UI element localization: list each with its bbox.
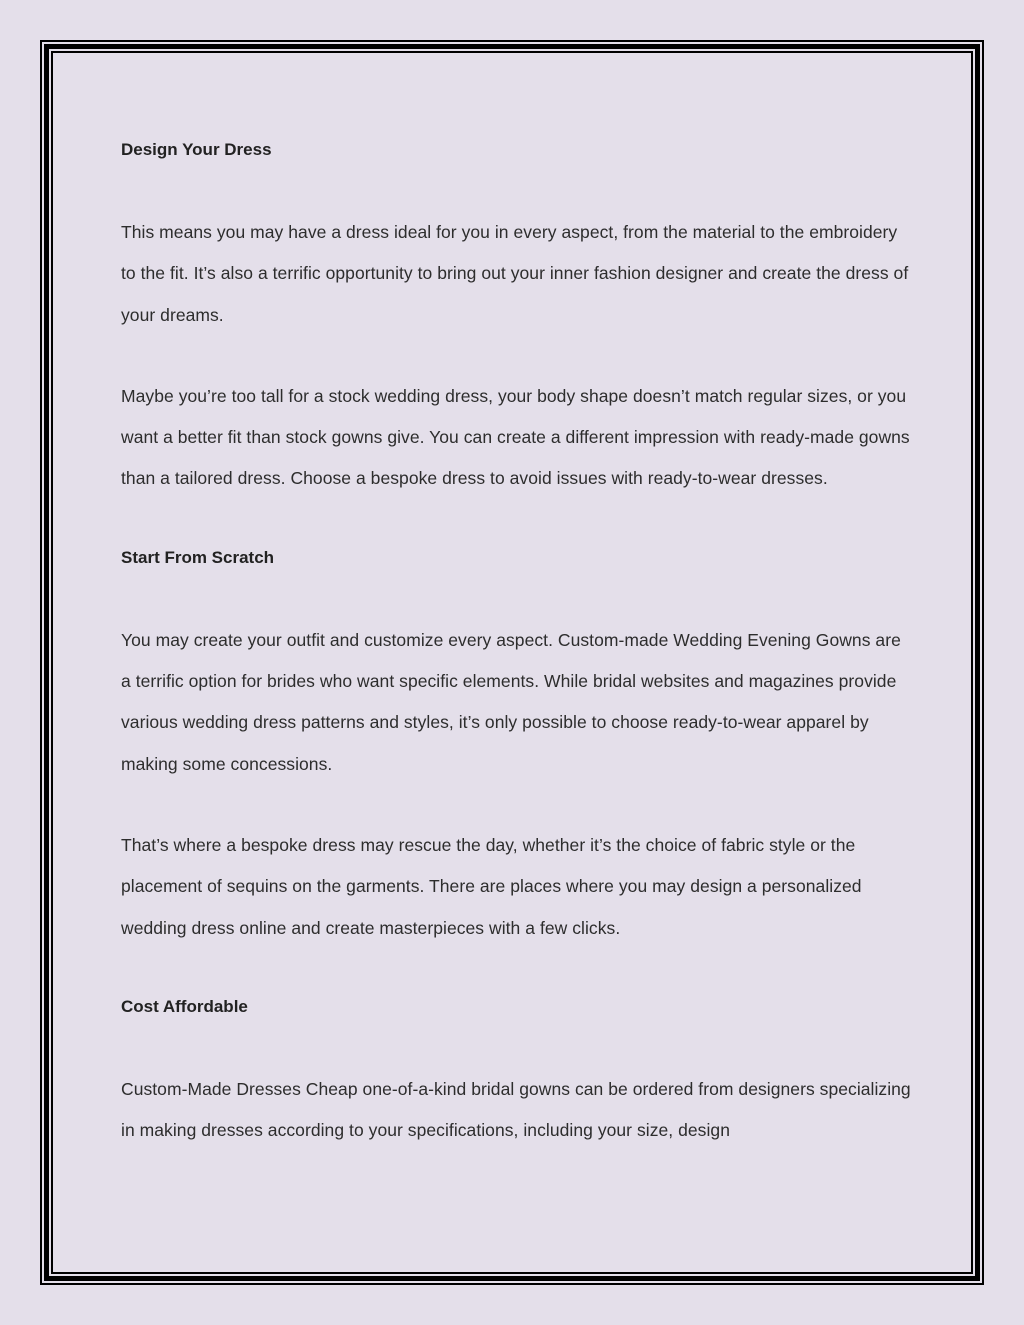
section-heading: Design Your Dress — [121, 140, 272, 159]
paragraph: Custom-Made Dresses Cheap one-of-a-kind bridal gowns can be ordered from designers specializing in making dresses according to your specifications, including your size, design — [121, 1078, 911, 1141]
section-start-from-scratch — [121, 540, 911, 989]
section-cost-affordable — [121, 989, 911, 1152]
paragraph: This means you may have a dress ideal for you in every aspect, from the material to the embroidery to the fit. It’s also a terrific opportunity to bring out your inner fashion designer and create the dress of your dreams. — [121, 222, 909, 325]
document-body — [121, 132, 911, 1151]
paragraph: Maybe you’re too tall for a stock wedding dress, your body shape doesn’t match regular sizes, or you want a better fit than stock gowns give. You can create a different impression with ready-made gowns than a tailored dress. Choose a bespoke dress to avoid issues with ready-to-wear dresses. — [121, 385, 910, 489]
section-heading: Start From Scratch — [121, 547, 275, 567]
section-design-your-dress — [121, 132, 911, 540]
section-heading: Cost Affordable — [121, 996, 248, 1016]
paragraph: That’s where a bespoke dress may rescue the day, whether it’s the choice of fabric style or the placement of sequins on the garments. There are places where you may design a personalized wedding dress online and create masterpieces with a few clicks. — [121, 834, 862, 938]
paragraph: You may create your outfit and customize every aspect. Custom-made Wedding Evening Gowns are a terrific option for brides who want specific elements. While bridal websites and magazines provide various wedding dress patterns and styles, it’s only possible to choose ready-to-wear apparel by making some concessions. — [121, 629, 901, 774]
